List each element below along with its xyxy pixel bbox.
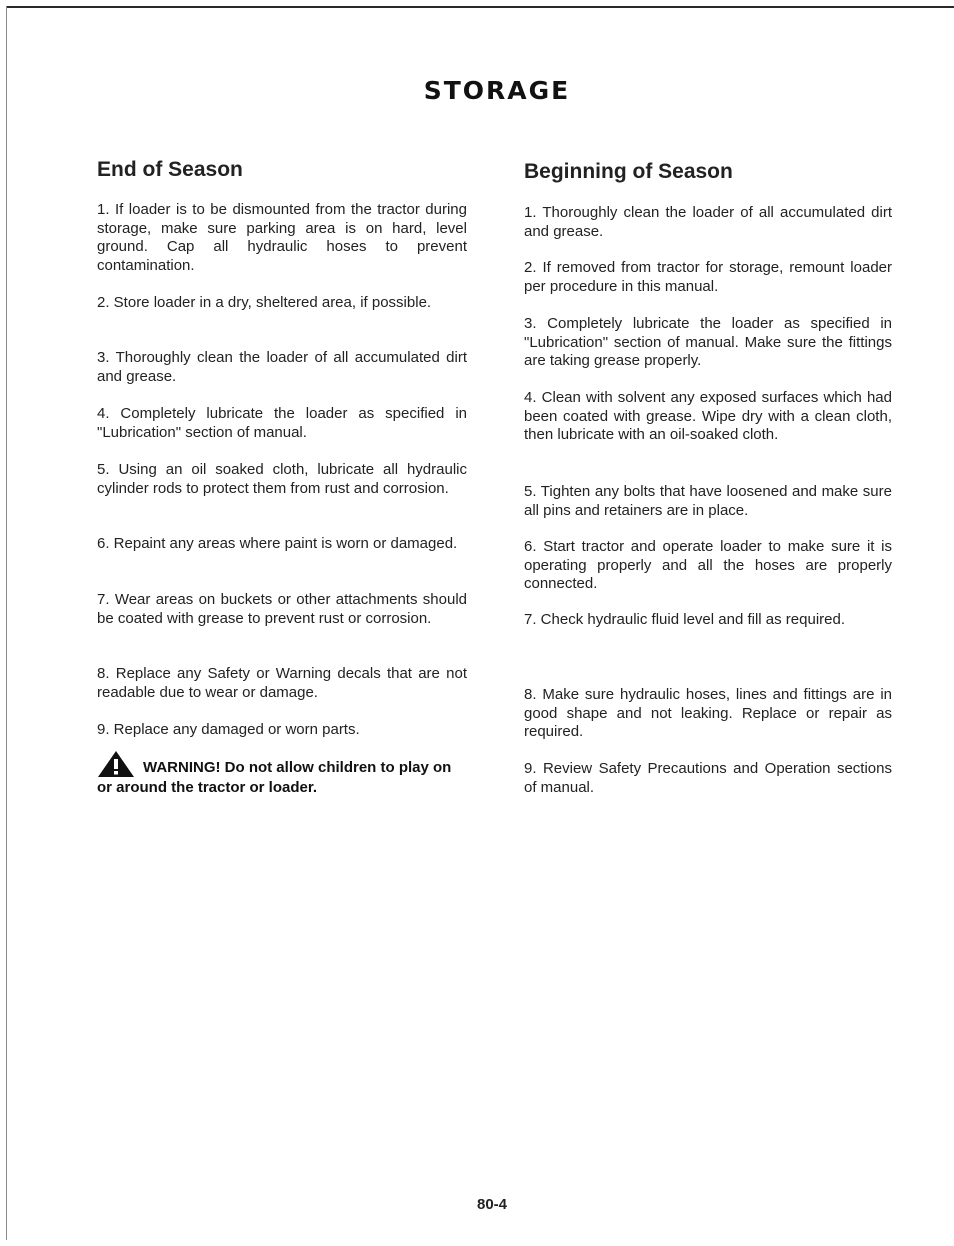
- list-item: 8. Replace any Safety or Warning decals that are not readable due to wear or damage.: [97, 665, 467, 701]
- list-item: 3. Thoroughly clean the loader of all accumulated dirt and grease.: [97, 349, 467, 385]
- warning-triangle-icon: [97, 750, 135, 778]
- list-item: 7. Wear areas on buckets or other attachments should be coated with grease to prevent rust or corrosion.: [97, 591, 467, 627]
- left-border-rule: [6, 6, 7, 1240]
- list-item: 3. Completely lubricate the loader as specified in "Lubrication" section of manual. Make sure the fittings are taking grease properly.: [524, 315, 892, 369]
- list-item: 1. Thoroughly clean the loader of all accumulated dirt and grease.: [524, 204, 892, 240]
- warning-notice: [97, 750, 467, 797]
- end-of-season-heading: End of Season: [97, 158, 243, 181]
- list-item: 5. Using an oil soaked cloth, lubricate all hydraulic cylinder rods to protect them from rust and corrosion.: [97, 461, 467, 497]
- list-item: 4. Completely lubricate the loader as specified in "Lubrication" section of manual.: [97, 405, 467, 441]
- warning-text: WARNING! Do not allow children to play on or around the tractor or loader.: [97, 759, 452, 796]
- list-item: 5. Tighten any bolts that have loosened and make sure all pins and retainers are in place.: [524, 483, 892, 519]
- list-item: 7. Check hydraulic fluid level and fill as required.: [524, 611, 845, 628]
- list-item: 9. Replace any damaged or worn parts.: [97, 721, 360, 738]
- list-item: 2. If removed from tractor for storage, remount loader per procedure in this manual.: [524, 259, 892, 295]
- beginning-of-season-heading: Beginning of Season: [524, 160, 733, 183]
- list-item: 8. Make sure hydraulic hoses, lines and fittings are in good shape and not leaking. Replace or repair as required.: [524, 686, 892, 740]
- list-item: 9. Review Safety Precautions and Operation sections of manual.: [524, 760, 892, 796]
- list-item: 6. Repaint any areas where paint is worn or damaged.: [97, 535, 458, 552]
- list-item: 4. Clean with solvent any exposed surfaces which had been coated with grease. Wipe dry with a clean cloth, then lubricate with an oil-soaked cloth.: [524, 389, 892, 443]
- page-title: STORAGE: [423, 76, 571, 105]
- page-number: 80-4: [476, 1196, 508, 1213]
- list-item: 6. Start tractor and operate loader to make sure it is operating properly and all the hoses are properly connected.: [524, 538, 892, 592]
- list-item: 1. If loader is to be dismounted from the tractor during storage, make sure parking area is on hard, level ground. Cap all hydraulic hoses to prevent contamination.: [97, 201, 467, 274]
- top-border-rule: [6, 6, 954, 8]
- list-item: 2. Store loader in a dry, sheltered area, if possible.: [97, 294, 432, 311]
